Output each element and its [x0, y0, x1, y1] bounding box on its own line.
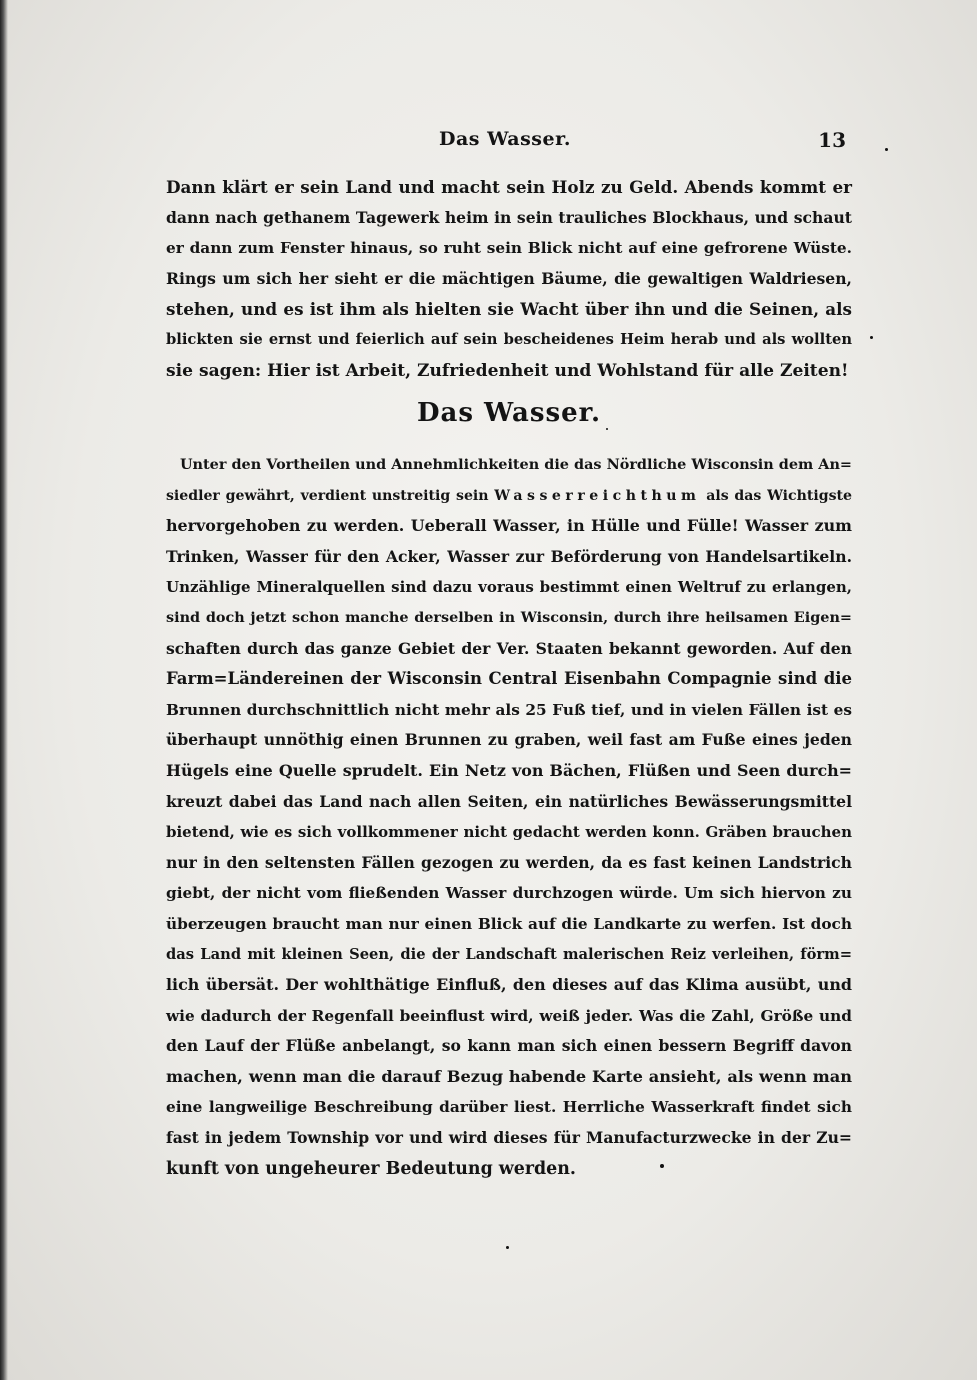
- text-line: Brunnen durchschnittlich nicht mehr als 25 Fuß tief, und in vielen Fällen ist es: [166, 700, 852, 719]
- text-line: blickten sie ernst und feierlich auf sein bescheidenes Heim herab und als wollten: [166, 330, 852, 348]
- text-line: Unzählige Mineralquellen sind dazu voraus bestimmt einen Weltruf zu erlangen,: [166, 578, 852, 597]
- text-line: das Land mit kleinen Seen, die der Landschaft malerischen Reiz verleihen, förm=: [166, 945, 852, 963]
- text-line: Trinken, Wasser für den Acker, Wasser zur Beförderung von Handelsartikeln.: [166, 546, 852, 566]
- text-line: er dann zum Fenster hinaus, so ruht sein Blick nicht auf eine gefrorene Wüste.: [166, 239, 852, 258]
- text-line: stehen, und es ist ihm als hielten sie Wacht über ihn und die Seinen, als: [166, 299, 852, 320]
- text-line: Farm=Ländereinen der Wisconsin Central Eisenbahn Compagnie sind die: [166, 669, 852, 689]
- running-head: [160, 128, 850, 158]
- page-number: 13: [818, 128, 846, 152]
- text-line: lich übersät. Der wohlthätige Einfluß, den dieses auf das Klima ausübt, und: [166, 975, 852, 995]
- text-line: schaften durch das ganze Gebiet der Ver. Staaten bekannt geworden. Auf den: [166, 638, 852, 658]
- text-line: überhaupt unnöthig einen Brunnen zu graben, weil fast am Fuße eines jeden: [166, 730, 852, 750]
- text-line: bietend, wie es sich vollkommener nicht gedacht werden konn. Gräben brauchen: [166, 823, 852, 842]
- text-line: sind doch jetzt schon manche derselben in Wisconsin, durch ihre heilsamen Eigen=: [166, 608, 852, 626]
- text-line: Dann klärt er sein Land und macht sein Holz zu Geld. Abends kommt er: [166, 177, 852, 197]
- text-line: wie dadurch der Regenfall beeinflust wird, weiß jeder. Was die Zahl, Größe und: [166, 1006, 852, 1025]
- text-line: nur in den seltensten Fällen gezogen zu werden, da es fast keinen Landstrich: [166, 852, 852, 872]
- text-line: Rings um sich her sieht er die mächtigen Bäume, die gewaltigen Waldriesen,: [166, 268, 852, 288]
- paragraph-water: [166, 450, 852, 1184]
- text-line: sie sagen: Hier ist Arbeit, Zufriedenheit und Wohlstand für alle Zeiten!: [166, 360, 849, 381]
- binding-shadow: [0, 0, 8, 1380]
- text-line: Hügels eine Quelle sprudelt. Ein Netz von Bächen, Flüßen und Seen durch=: [166, 760, 852, 780]
- text-segment: siedler gewährt, verdient unstreitig sein: [166, 487, 495, 504]
- text-line: [166, 481, 852, 512]
- text-segment: als das Wichtigste: [700, 487, 852, 504]
- text-line: kreuzt dabei das Land nach allen Seiten, ein natürliches Bewässerungsmittel: [166, 791, 852, 811]
- text-line: überzeugen braucht man nur einen Blick auf die Landkarte zu werfen. Ist doch: [166, 914, 852, 933]
- text-line: dann nach gethanem Tagewerk heim in sein trauliches Blockhaus, und schaut: [166, 207, 852, 227]
- text-line: Unter den Vortheilen und Annehmlichkeiten die das Nördliche Wisconsin dem An=: [180, 456, 852, 473]
- text-line: den Lauf der Flüße anbelangt, so kann man sich einen bessern Begriff davon: [166, 1036, 852, 1056]
- emphasized-word: Wasserreichthum: [494, 487, 701, 504]
- text-line: eine langweilige Beschreibung darüber liest. Herrliche Wasserkraft findet sich: [166, 1098, 852, 1117]
- text-line: kunft von ungeheurer Bedeutung werden.: [166, 1158, 576, 1179]
- section-heading: Das Wasser.: [416, 398, 602, 428]
- text-line: hervorgehoben zu werden. Ueberall Wasser, in Hülle und Fülle! Wasser zum: [166, 516, 852, 536]
- text-line: fast in jedem Township vor und wird dieses für Manufacturzwecke in der Zu=: [166, 1128, 852, 1148]
- paragraph-intro: [166, 172, 852, 386]
- text-line: machen, wenn man die darauf Bezug habende Karte ansieht, als wenn man: [166, 1066, 852, 1086]
- running-title: Das Wasser.: [439, 128, 571, 150]
- text-line: giebt, der nicht vom fließenden Wasser durchzogen würde. Um sich hiervon zu: [166, 884, 852, 903]
